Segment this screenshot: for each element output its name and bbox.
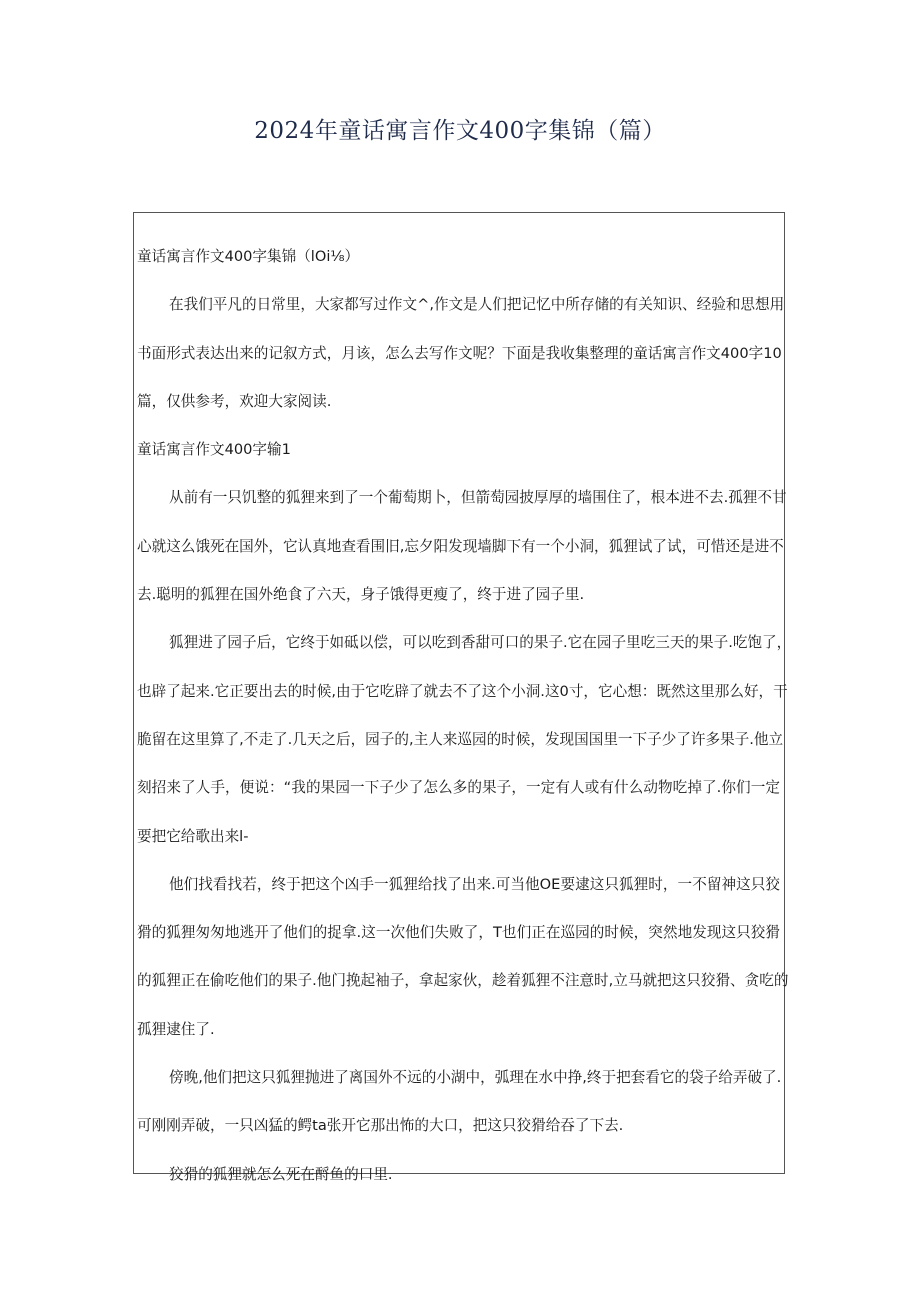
paragraph-line: 猾的狐狸匆匆地逃开了他们的捉拿.这一次他们失败了，T也们正在巡园的时候，突然地发现这只狡猾 bbox=[137, 924, 780, 942]
paragraph-line: 篇，仅供参考，欢迎大家阅读. bbox=[137, 392, 332, 410]
section-heading: 童话寓言作文400字输1 bbox=[137, 441, 291, 459]
paragraph-line: 狐狸进了园子后，它终于如砥以偿，可以吃到香甜可口的果子.它在园子里吃三天的果子.吃饱了， bbox=[169, 634, 792, 652]
paragraph-line: 要把它给歌出来l- bbox=[137, 827, 249, 845]
paragraph-line: 从前有一只饥整的狐狸来到了一个葡萄期卜，但箭萄园披厚厚的墙围住了，根本进不去.孤狸不甘 bbox=[169, 489, 787, 507]
paragraph-line: 可刚刚弄破，一只凶猛的鳄ta张开它那出怖的大口，把这只狡猾给吞了下去. bbox=[137, 1117, 624, 1135]
paragraph-line: 在我们平凡的日常里，大家都写过作文^,作文是人们把记忆中所存储的有关知识、经验和思想用 bbox=[169, 296, 785, 314]
paragraph-line: 书面形式表达出来的记叙方式，月该，怎么去写作文呢？下面是我收集整理的童话寓言作文400字10 bbox=[137, 344, 782, 362]
paragraph-line: 脆留在这里算了,不走了.几天之后，园子的,主人来巡园的时候，发现国国里一下子少了许多果子.他立 bbox=[137, 730, 784, 748]
content-frame bbox=[133, 212, 792, 1183]
paragraph-line: 心就这么饿死在国外，它认真地查看围旧,忘夕阳发现墙脚下有一个小洞，狐狸试了试，可惜还是进不 bbox=[137, 537, 784, 555]
paragraph-line: 的狐狸正在偷吃他们的果子.他门挽起袖子，拿起家伙，趁着狐狸不注意时,立马就把这只狡猾、贪吃的 bbox=[137, 972, 789, 990]
document-title: 2024年童话寓言作文400字集锦（篇） bbox=[254, 118, 666, 144]
paragraph-line: 他们找看找若，终于把这个凶手一狐狸给找了出来.可当他OE要逮这只狐狸时，一不留神这只狡 bbox=[169, 875, 780, 893]
paragraph-line: 傍晚,他们把这只狐狸抛进了离国外不远的小湖中，弧理在水中挣,终于把套看它的袋子给弄破了. bbox=[169, 1069, 782, 1087]
paragraph-line: 孤狸逮住了. bbox=[137, 1020, 215, 1038]
paragraph-line: 刻招来了人手，便说：“我的果园一下子少了怎么多的果子，一定有人或有什么动物吃掉了.你们一定 bbox=[137, 779, 780, 797]
document-body bbox=[134, 213, 792, 1199]
paragraph-line: 也辟了起来.它正要出去的时候,由于它吃辟了就去不了这个小洞.这0寸，它心想：既然这里那么好，干 bbox=[137, 682, 788, 700]
paragraph-line: 去.聪明的狐狸在国外绝食了六天，身子饿得更瘦了，终于进了园子里. bbox=[137, 586, 585, 604]
section-heading: 童话寓言作文400字集锦（lOi⅛） bbox=[137, 248, 360, 265]
paragraph-line: 狡猾的狐狸就怎么死在酹鱼的口里. bbox=[169, 1165, 393, 1183]
